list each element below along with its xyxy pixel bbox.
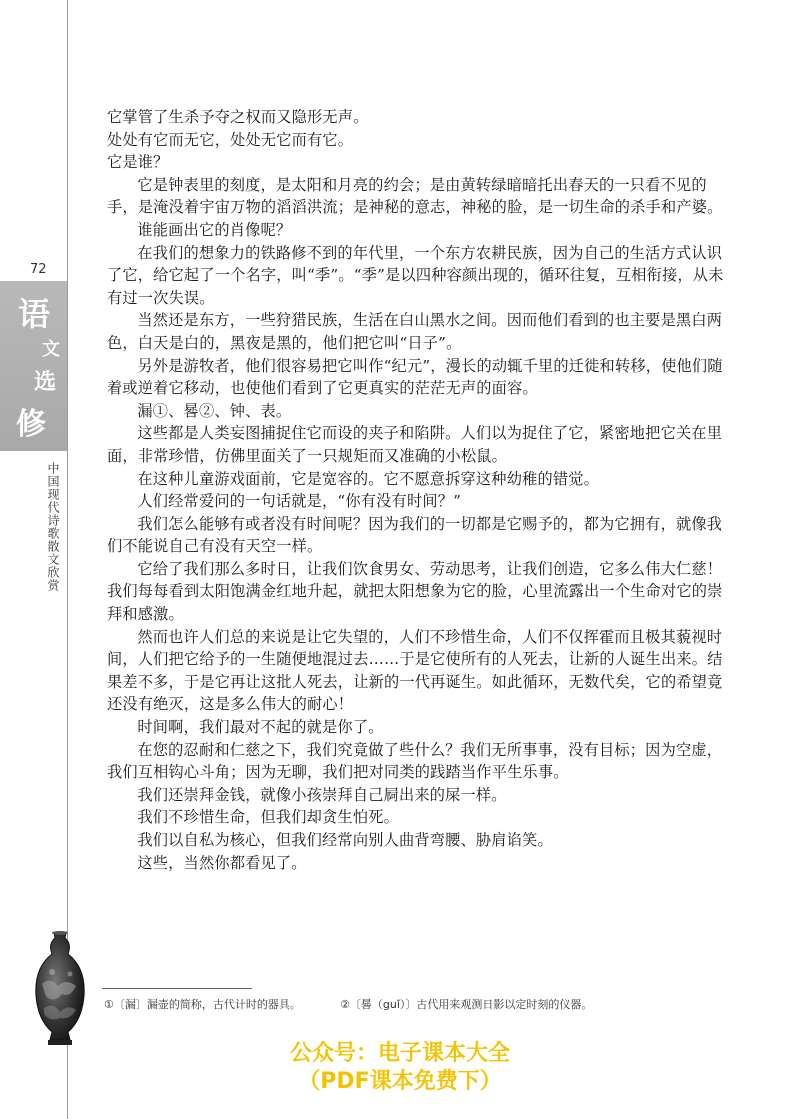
side-tab-char-3: 选 [34, 369, 57, 395]
paragraph: 我们怎么能够有或者没有时间呢？因为我们的一切都是它赐予的，都为它拥有，就像我们不能说自己有没有天空一样。 [107, 514, 723, 556]
paragraph: 这些都是人类妄图捕捉住它而设的夹子和陷阱。人们以为捉住了它，紧密地把它关在里面，非常珍惜，仿佛里面关了一只规矩而又准确的小松鼠。 [107, 424, 723, 465]
watermark-line-1: 公众号：电子课本大全 [289, 1041, 510, 1066]
paragraph: 它是谁？ [107, 153, 169, 172]
paragraph: 漏①、晷②、钟、表。 [137, 401, 292, 420]
paragraph: 在您的忍耐和仁慈之下，我们究竟做了些什么？我们无所事事，没有目标；因为空虚，我们互相钩心斗角；因为无聊，我们把对同类的践踏当作平生乐事。 [107, 740, 723, 782]
watermark-line-2: （PDF课本免费下） [298, 1069, 502, 1094]
book-title-vertical: 中国现代诗歌散文欣赏 [46, 462, 60, 592]
vase-illustration [28, 928, 92, 1048]
paragraph: 另外是游牧者，他们很容易把它叫作“纪元”，漫长的动辄千里的迁徙和转移，使他们随着或逆着它移动，也使他们看到了它更真实的茫茫无声的面容。 [107, 356, 723, 398]
side-tab [0, 281, 67, 451]
paragraph: 它是钟表里的刻度，是太阳和月亮的约会；是由黄转绿暗暗托出春天的一只看不见的手，是淹没着宇宙万物的滔滔洪流；是神秘的意志，神秘的脸，是一切生命的杀手和产婆。 [107, 175, 723, 217]
footnote-divider [102, 988, 252, 989]
paragraph: 它掌管了生杀予夺之权而又隐形无声。 [107, 108, 369, 126]
paragraph: 谁能画出它的肖像呢？ [137, 220, 292, 239]
body-text [107, 106, 725, 874]
paragraph: 它给了我们那么多时日，让我们饮食男女、劳动思考，让我们创造，它多么伟大仁慈！我们每每看到太阳饱满金红地升起，就把太阳想象为它的脸，心里流露出一个生命对它的崇拜和感激。 [107, 559, 723, 624]
paragraph: 时间啊，我们最对不起的就是你了。 [137, 718, 384, 737]
paragraph: 这些，当然你都看见了。 [137, 853, 307, 872]
paragraph: 我们以自私为核心，但我们经常向别人曲背弯腰、胁肩谄笑。 [137, 831, 553, 849]
side-tab-char-1: 语 [18, 295, 51, 333]
paragraph: 处处有它而无它，处处无它而有它。 [107, 130, 354, 149]
paragraph: 在这种儿童游戏面前，它是宽容的。它不愿意拆穿这种幼稚的错觉。 [137, 469, 600, 488]
paragraph: 人们经常爱问的一句话就是，“你有没有时间？” [137, 492, 462, 511]
watermark-text [240, 1040, 560, 1096]
side-tab-char-2: 文 [42, 339, 60, 360]
paragraph: 在我们的想象力的铁路修不到的年代里，一个东方农耕民族，因为自己的生活方式认识了它，给它起了一个名字，叫“季”。“季”是以四种容颜出现的，循环往复，互相衔接，从未有过一次失误。 [107, 243, 724, 307]
footnote-item: ①〔漏〕漏壶的简称，古代计时的器具。 [104, 998, 301, 1011]
paragraph: 我们还崇拜金钱，就像小孩崇拜自己屙出来的屎一样。 [137, 785, 507, 804]
footnotes [104, 996, 744, 1012]
side-tab-char-4: 修 [16, 407, 46, 442]
paragraph: 然而也许人们总的来说是让它失望的，人们不珍惜生命，人们不仅挥霍而且极其藐视时间，人们把它给予的一生随便地混过去……于是它使所有的人死去，让新的人诞生出来。结果差不多，于是它再让这批人死去，让新的一代再诞生。如此循环，无数代矣，它的希望竟还没有绝灭，这是多么伟大的耐心！ [107, 627, 723, 714]
footnote-item: ②〔晷（guǐ）〕古代用来观测日影以定时刻的仪器。 [340, 998, 593, 1011]
paragraph: 我们不珍惜生命，但我们却贪生怕死。 [137, 808, 399, 827]
page-number: 72 [30, 262, 47, 277]
paragraph: 当然还是东方，一些狩猎民族，生活在白山黑水之间。因而他们看到的也主要是黑白两色，白天是白的，黑夜是黑的，他们把它叫“日子”。 [107, 311, 723, 352]
